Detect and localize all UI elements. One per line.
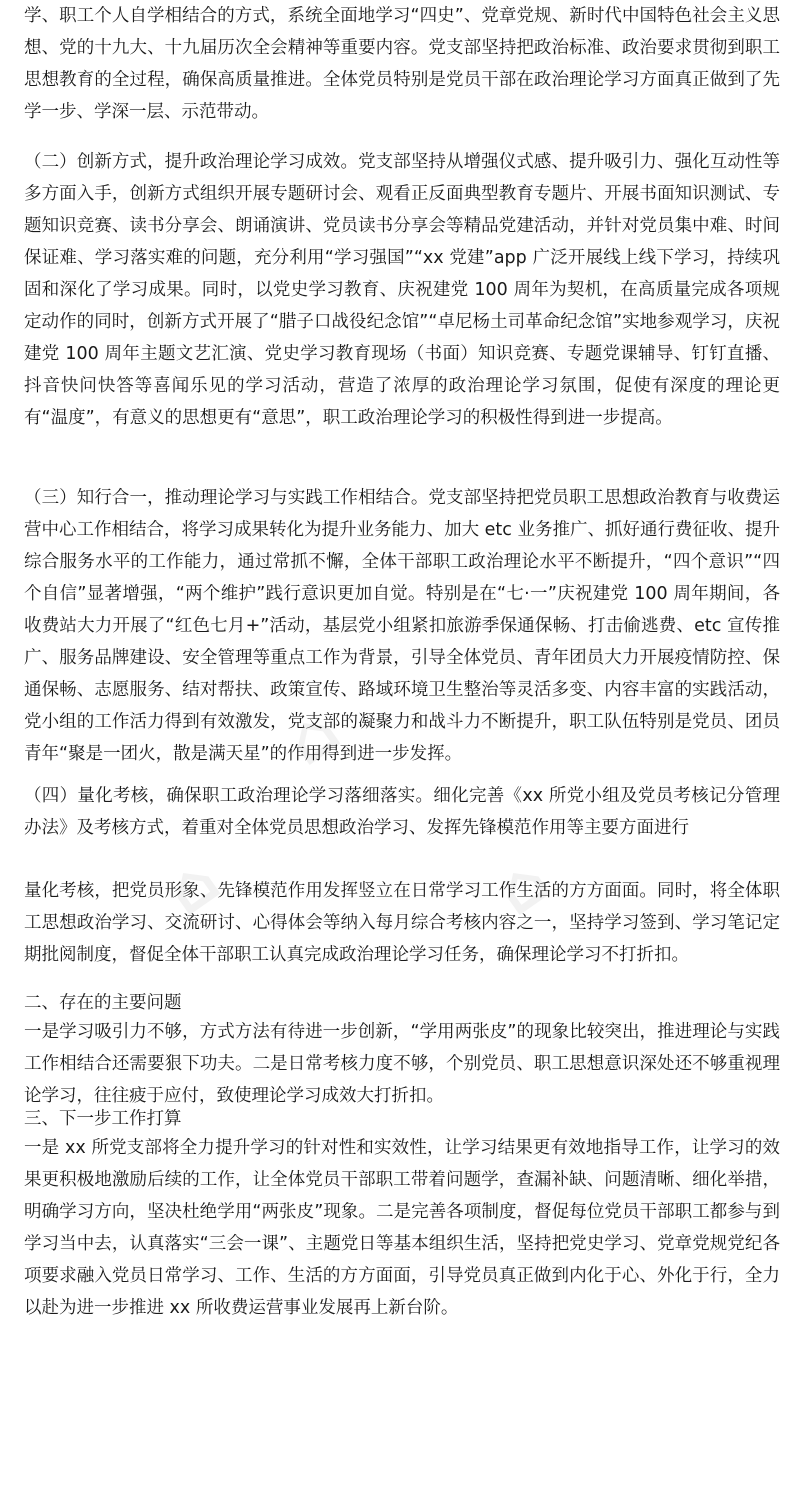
watermark-mark: ⌂ bbox=[152, 843, 233, 931]
watermark-mark: ⌂ bbox=[272, 693, 353, 781]
paragraph-innovation: （二）创新方式，提升政治理论学习成效。党支部坚持从增强仪式感、提升吸引力、强化互动性等多方面入手，创新方式组织开展专题研讨会、观看正反面典型教育专题片、开展书面知识测试、专题知识竞赛、读书分享会、朗诵演讲、党员读书分享会等精品党建活动，并针对党员集中难、时间保证难、学习落实难的问题，充分利用“学习强国”“xx 党建”app 广泛开展线上线下学习，持续巩固和深化了学习成果。同时，以党史学习教育、庆祝建党 100 周年为契机，在高质量完成各项规定动作的同时，创新方式开展了“腊子口战役纪念馆”“卓尼杨土司革命纪念馆”实地参观学习，庆祝建党 100 周年主题文艺汇演、党史学习教育现场（书面）知识竞赛、专题党课辅导、钉钉直播、抖音快问快答等喜闻乐见的学习活动，营造了浓厚的政治理论学习氛围，促使有深度的理论更有“温度”，有意义的思想更有“意思”，职工政治理论学习的积极性得到进一步提高。 bbox=[24, 152, 780, 428]
section-heading-next-steps: 三、下一步工作打算 bbox=[24, 1109, 182, 1129]
paragraph-problems: 一是学习吸引力不够，方式方法有待进一步创新，“学用两张皮”的现象比较突出，推进理论与实践工作相结合还需要狠下功夫。二是日常考核力度不够，个别党员、职工思想意识深处还不够重视理论学习，往往疲于应付，致使理论学习成效大打折扣。 bbox=[24, 1022, 780, 1106]
watermark-mark: ⌂ bbox=[482, 843, 563, 931]
paragraph-next-steps: 一是 xx 所党支部将全力提升学习的针对性和实效性，让学习结果更有效地指导工作，让学习的效果更积极地激励后续的工作，让全体党员干部职工带着问题学，查漏补缺、问题清晰、细化举措，明确学习方向，坚决杜绝学用“两张皮”现象。二是完善各项制度，督促每位党员干部职工都参与到学习当中去，认真落实“三会一课”、主题党日等基本组织生活，坚持把党史学习、党章党规党纪各项要求融入党员日常学习、工作、生活的方方面面，引导党员真正做到内化于心、外化于行，全力以赴为进一步推进 xx 所收费运营事业发展再上新台阶。 bbox=[24, 1138, 780, 1318]
section-heading-problems: 二、存在的主要问题 bbox=[24, 993, 182, 1013]
paragraph-assessment-part2: 量化考核，把党员形象、先锋模范作用发挥竖立在日常学习工作生活的方方面面。同时，将全体职工思想政治学习、交流研讨、心得体会等纳入每月综合考核内容之一，坚持学习签到、学习笔记定期批阅制度，督促全体干部职工认真完成政治理论学习任务，确保理论学习不打折扣。 bbox=[24, 881, 780, 965]
paragraph-study-methods: 学、职工个人自学相结合的方式，系统全面地学习“四史”、党章党规、新时代中国特色社会主义思想、党的十九大、十九届历次全会精神等重要内容。党支部坚持把政治标准、政治要求贯彻到职工思想教育的全过程，确保高质量推进。全体党员特别是党员干部在政治理论学习方面真正做到了先学一步、学深一层、示范带动。 bbox=[24, 6, 780, 122]
paragraph-practice: （三）知行合一，推动理论学习与实践工作相结合。党支部坚持把党员职工思想政治教育与收费运营中心工作相结合，将学习成果转化为提升业务能力、加大 etc 业务推广、抓好通行费征收、提升综合服务水平的工作能力，通过常抓不懈，全体干部职工政治理论水平不断提升，“四个意识”“四个自信”显著增强，“两个维护”践行意识更加自觉。特别是在“七·一”庆祝建党 100 周年期间，各收费站大力开展了“红色七月+”活动，基层党小组紧扣旅游季保通保畅、打击偷逃费、etc 宣传推广、服务品牌建设、安全管理等重点工作为背景，引导全体党员、青年团员大力开展疫情防控、保通保畅、志愿服务、结对帮扶、政策宣传、路域环境卫生整治等灵活多变、内容丰富的实践活动，党小组的工作活力得到有效激发，党支部的凝聚力和战斗力不断提升，职工队伍特别是党员、团员青年“聚是一团火，散是满天星”的作用得到进一步发挥。 bbox=[24, 488, 780, 764]
paragraph-assessment-part1: （四）量化考核，确保职工政治理论学习落细落实。细化完善《xx 所党小组及党员考核记分管理办法》及考核方式，着重对全体党员思想政治学习、发挥先锋模范作用等主要方面进行 bbox=[24, 786, 780, 838]
